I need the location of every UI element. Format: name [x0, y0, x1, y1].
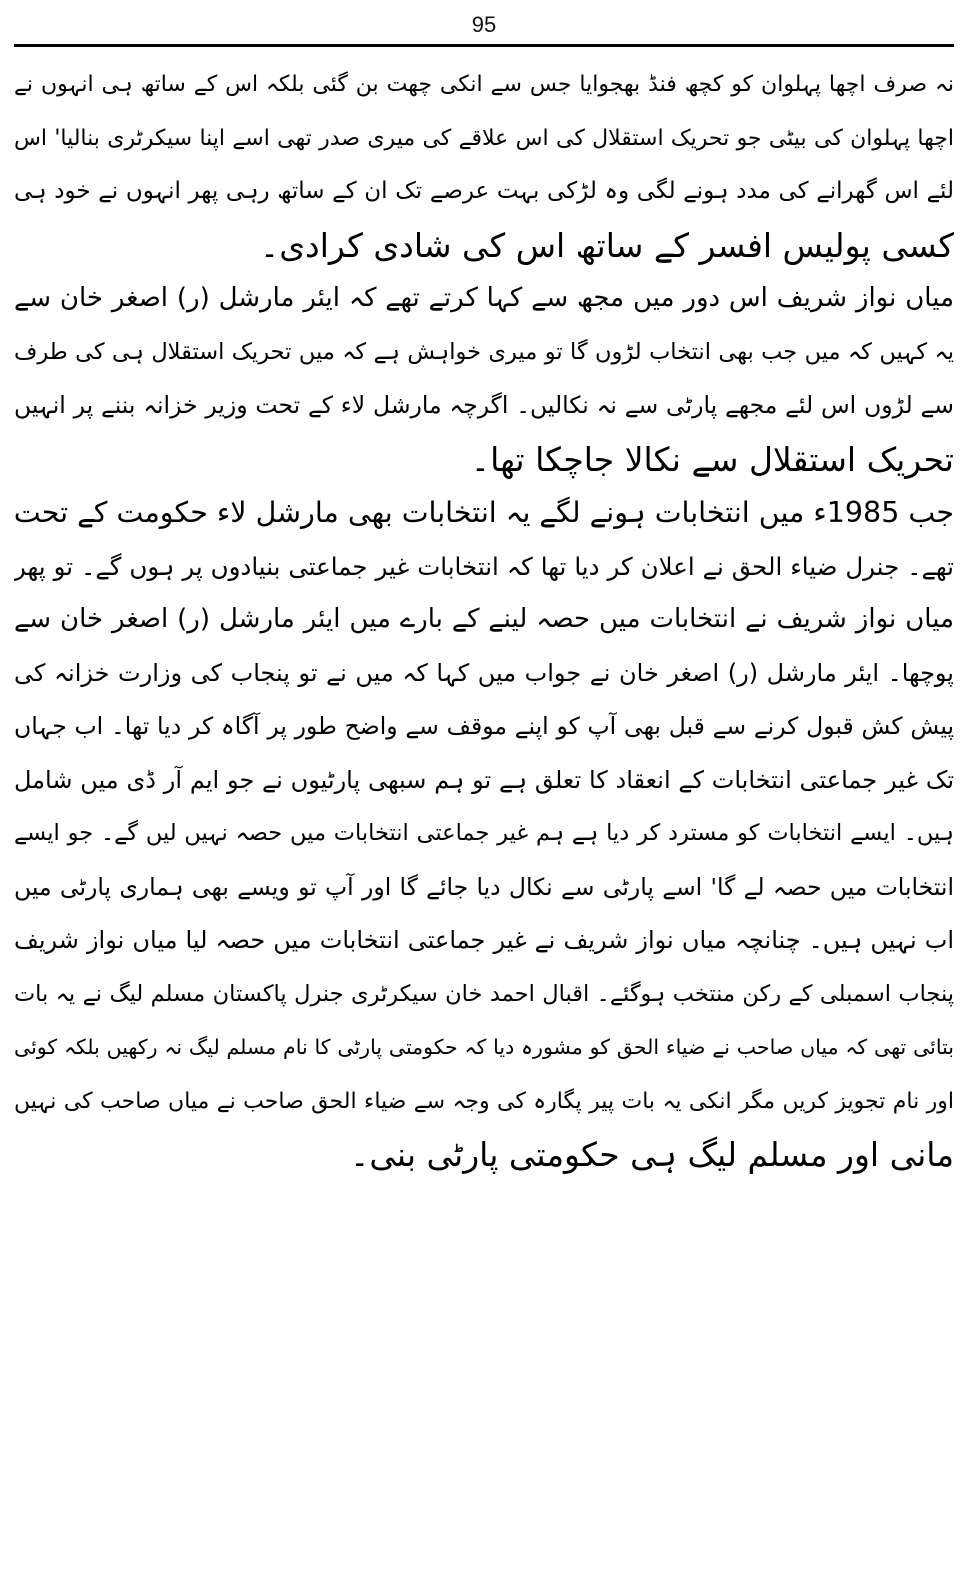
text-line: پوچھا۔ ایئر مارشل (ر) اصغر خان نے جواب میں کہا کہ میں نے تو پنجاب کی وزارت خزانہ کی [14, 658, 954, 687]
text-line: پنجاب اسمبلی کے رکن منتخب ہوگئے۔ اقبال احمد خان سیکرٹری جنرل پاکستان مسلم لیگ نے یہ بات [14, 980, 954, 1007]
header-rule [14, 44, 954, 47]
text-line: یہ کہیں کہ میں جب بھی انتخاب لڑوں گا تو میری خواہش ہے کہ میں تحریک استقلال ہی کی طرف [14, 338, 954, 365]
text-line: تحریک استقلال سے نکالا جاچکا تھا۔ [470, 439, 954, 479]
text-line: تھے۔ جنرل ضیاء الحق نے اعلان کر دیا تھا کہ انتخابات غیر جماعتی بنیادوں پر ہوں گے۔ تو پھر [14, 551, 954, 581]
page-number: 95 [471, 12, 497, 37]
text-line: نہ صرف اچھا پہلوان کو کچھ فنڈ بھجوایا جس سے انکی چھت بن گئی بلکہ اس کے ساتھ ہی انہوں نے [14, 72, 954, 97]
text-line: جب 1985ء میں انتخابات ہونے لگے یہ انتخابات بھی مارشل لاء حکومت کے تحت [14, 496, 954, 529]
text-line: مانی اور مسلم لیگ ہی حکومتی پارٹی بنی۔ [350, 1135, 954, 1174]
text-line: میاں نواز شریف نے انتخابات میں حصہ لینے کے بارے میں ایئر مارشل (ر) اصغر خان سے [14, 604, 954, 634]
text-line: اور نام تجویز کریں مگر انکی یہ بات پیر پگارہ کی وجہ سے ضیاء الحق صاحب نے میاں صاحب کی نہیں [14, 1088, 954, 1114]
text-line: ہیں۔ ایسے انتخابات کو مسترد کر دیا ہے ہم غیر جماعتی انتخابات میں حصہ نہیں لیں گے۔ جو ایسے [14, 820, 954, 846]
page-body [14, 58, 954, 1182]
text-line: لئے اس گھرانے کی مدد ہونے لگی وہ لڑکی بہت عرصے تک ان کے ساتھ رہی پھر انہوں نے خود ہی [14, 178, 954, 204]
text-line: انتخابات میں حصہ لے گا' اسے پارٹی سے نکال دیا جائے گا اور آپ تو ویسے بھی ہماری پارٹی میں [14, 872, 954, 901]
text-line: میاں نواز شریف اس دور میں مجھ سے کہا کرتے تھے کہ ایئر مارشل (ر) اصغر خان سے [14, 283, 954, 313]
text-line: اچھا پہلوان کی بیٹی جو تحریک استقلال کی اس علاقے کی میری صدر تھی اسے اپنا سیکرٹری بنالیا' اس [14, 125, 954, 151]
text-line: کسی پولیس افسر کے ساتھ اس کی شادی کرادی۔ [259, 225, 954, 265]
text-line: پیش کش قبول کرنے سے قبل بھی آپ کو اپنے موقف سے واضح طور پر آگاہ کر دیا تھا۔ اب جہاں [14, 712, 954, 740]
text-line: بتائی تھی کہ میاں صاحب نے ضیاء الحق کو مشورہ دیا کہ حکومتی پارٹی کا نام مسلم لیگ نہ رکھیں بلکہ کوئی [14, 1035, 954, 1059]
text-line: تک غیر جماعتی انتخابات کے انعقاد کا تعلق ہے تو ہم سبھی پارٹیوں نے جو ایم آر ڈی میں شامل [14, 765, 954, 794]
text-line: اب نہیں ہیں۔ چنانچہ میاں نواز شریف نے غیر جماعتی انتخابات میں حصہ لیا میاں نواز شریف [14, 926, 954, 954]
text-line: سے لڑوں اس لئے مجھے پارٹی سے نہ نکالیں۔ اگرچہ مارشل لاء کے تحت وزیر خزانہ بننے پر انہیں [14, 391, 954, 419]
